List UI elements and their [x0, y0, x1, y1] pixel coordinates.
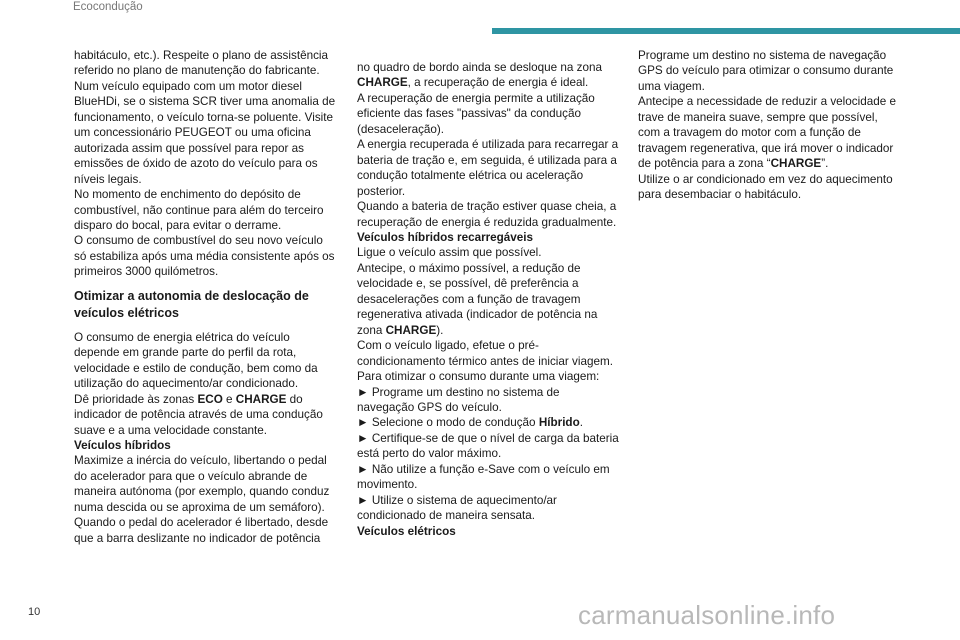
hybrid-mode-label: Híbrido	[538, 416, 580, 430]
bullet-item: ► Não utilize a função e-Save com o veículo em movimento.	[357, 462, 610, 492]
text-run: Antecipe a necessidade de reduzir a velocidade e trave de maneira suave, sempre que possível, com a travagem do motor com a função de travagem regenerativa, que irá mover o indicador de potência para a zona “	[638, 95, 896, 171]
paragraph: Programe um destino no sistema de navegação GPS do veículo para otimizar o consumo durante uma viagem.	[638, 49, 894, 93]
paragraph	[357, 60, 619, 91]
paragraph: No momento de enchimento do depósito de combustível, não continue para além do terceiro disparo do bocal, para evitar o derrame.	[74, 188, 324, 232]
column-middle	[357, 60, 619, 539]
subheading-electric: Veículos elétricos	[357, 524, 456, 538]
subheading-hybrid: Veículos híbridos	[74, 438, 171, 452]
column-right	[638, 48, 900, 203]
bullet-item: ► Programe um destino no sistema de navegação GPS do veículo.	[357, 385, 560, 414]
bullet-item: ► Certifique-se de que o nível de carga da bateria está perto do valor máximo.	[357, 431, 619, 461]
paragraph	[638, 94, 900, 171]
paragraph: Maximize a inércia do veículo, libertando o pedal do acelerador para que o veículo abrande de maneira autónoma (por exemplo, quando conduz numa descida ou se aproxima de um semáforo).	[74, 454, 330, 514]
paragraph: Quando o pedal do acelerador é libertado, desde que a barra deslizante no indicador de potência	[74, 516, 329, 545]
charge-zone-label: CHARGE	[770, 157, 822, 171]
bullet-item: ► Utilize o sistema de aquecimento/ar condicionado de maneira sensata.	[357, 493, 557, 523]
section-heading: Otimizar a autonomia de deslocação de veículos elétricos	[74, 288, 309, 320]
text-run: ► Selecione o modo de condução	[357, 416, 539, 430]
paragraph: O consumo de energia elétrica do veículo depende em grande parte do perfil da rota, velocidade e estilo de condução, bem como da utilização do aquecimento/ar condicionado.	[74, 330, 318, 391]
bullet-item	[357, 415, 619, 430]
paragraph: habitáculo, etc.). Respeite o plano de assistência referido no plano de manutenção do fabricante.	[74, 49, 329, 78]
paragraph: Num veículo equipado com um motor diesel BlueHDi, se o sistema SCR tiver uma anomalia de funcionamento, o veículo torna-se poluente. Visite um concessionário PEUGEOT ou uma oficina autorizada assim que possível para repor as emissões de óxido de azoto do veículo para os níveis legais.	[74, 79, 336, 186]
text-run: .	[579, 416, 583, 430]
paragraph: Ligue o veículo assim que possível.	[357, 246, 542, 260]
text-run: Dê prioridade às zonas	[74, 392, 198, 406]
subheading-plugin-hybrid: Veículos híbridos recarregáveis	[357, 230, 534, 244]
text-run: ”.	[821, 157, 829, 171]
paragraph: Utilize o ar condicionado em vez do aquecimento para desembaciar o habitáculo.	[638, 172, 893, 202]
charge-zone-label: CHARGE	[385, 323, 437, 337]
paragraph: Para otimizar o consumo durante uma viagem:	[357, 370, 600, 384]
paragraph: Com o veículo ligado, efetue o pré-condicionamento térmico antes de iniciar viagem.	[357, 339, 613, 368]
paragraph	[357, 261, 619, 338]
text-run: no quadro de bordo ainda se desloque na zona	[357, 61, 602, 74]
text-run: e	[222, 392, 236, 406]
charge-zone-label: CHARGE	[357, 76, 408, 90]
paragraph: A energia recuperada é utilizada para recarregar a bateria de tração e, em seguida, é utilizada para a condução totalmente elétrica ou aceleração posterior.	[357, 138, 619, 198]
page-number: 10	[28, 606, 41, 618]
section-title: Ecocondução	[73, 1, 143, 13]
eco-zone-label: ECO	[197, 392, 223, 406]
text-run: , a recuperação de energia é ideal.	[407, 76, 589, 90]
text-run: ).	[436, 323, 444, 337]
text-run: Antecipe, o máximo possível, a redução de velocidade e, se possível, dê preferência a desacelerações com a função de travagem regenerativa ativada (indicador de potência na zona	[357, 261, 598, 337]
text-run: do indicador de potência através de uma condução suave e a uma velocidade constante.	[74, 392, 323, 437]
watermark-link[interactable]: carmanualsonline.info	[578, 600, 836, 630]
paragraph	[74, 392, 336, 438]
paragraph: A recuperação de energia permite a utilização eficiente das fases "passivas" da condução (desaceleração).	[357, 91, 595, 136]
paragraph: O consumo de combustível do seu novo veículo só estabiliza após uma média consistente após os primeiros 3000 quilómetros.	[74, 234, 335, 279]
charge-zone-label: CHARGE	[235, 392, 287, 406]
paragraph: Quando a bateria de tração estiver quase cheia, a recuperação de energia é reduzida gradualmente.	[357, 200, 617, 229]
header-accent-bar	[492, 28, 960, 34]
column-left	[74, 48, 336, 546]
